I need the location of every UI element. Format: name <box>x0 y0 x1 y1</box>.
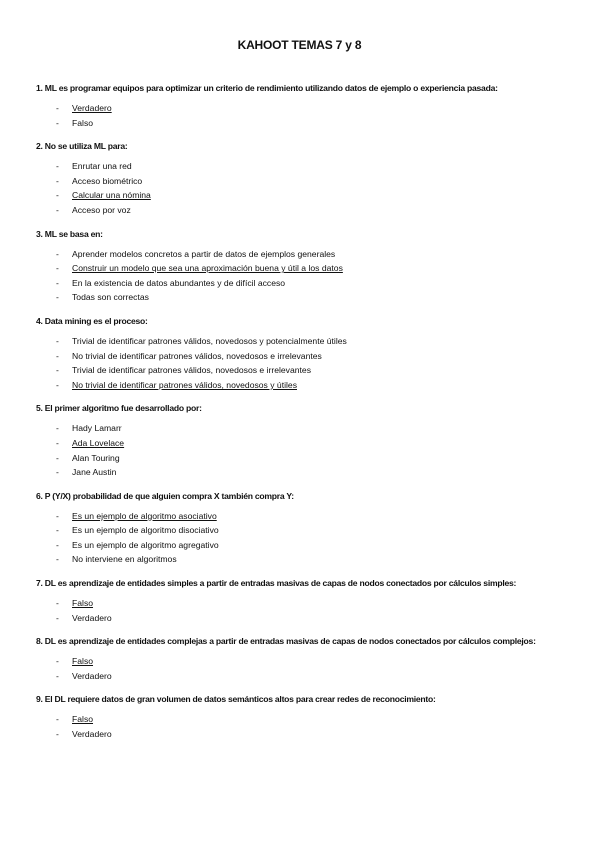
answer-text: Construir un modelo que sea una aproximación buena y útil a los datos <box>72 263 343 274</box>
answer-option-correct <box>36 378 563 393</box>
answer-text: Verdadero <box>72 103 112 113</box>
question-9 <box>36 693 563 741</box>
answer-option-correct <box>36 436 563 451</box>
answer-option <box>36 349 563 364</box>
answer-option-correct <box>36 261 563 276</box>
answer-text: Verdadero <box>72 729 112 740</box>
question-1 <box>36 82 563 130</box>
answer-option <box>36 611 563 626</box>
answer-option <box>36 174 563 189</box>
answer-text: Trivial de identificar patrones válidos, novedosos y potencialmente útiles <box>72 335 347 346</box>
answer-option <box>36 465 563 480</box>
answer-options <box>36 101 563 130</box>
answer-option-correct <box>36 596 563 611</box>
answer-options <box>36 421 563 479</box>
answer-text: Verdadero <box>72 670 112 681</box>
answer-text: Falso <box>72 598 94 609</box>
answer-option <box>36 334 563 349</box>
answer-options <box>36 334 563 392</box>
answer-text: Es un ejemplo de algoritmo disociativo <box>72 525 219 536</box>
answer-text: Es un ejemplo de algoritmo agregativo <box>72 539 219 550</box>
answer-option <box>36 552 563 567</box>
answer-text: Falso <box>72 656 94 667</box>
answer-text: Aprender modelos concretos a partir de datos de ejemplos generales <box>72 248 336 259</box>
question-7 <box>36 577 563 625</box>
question-text: 7. DL es aprendizaje de entidades simples a partir de entradas masivas de capas de nodos conectados por cálculos simples: <box>36 578 517 589</box>
question-text: 8. DL es aprendizaje de entidades complejas a partir de entradas masivas de capas de nodos conectados por cálculos complejos: <box>36 636 536 647</box>
question-text: 4. Data mining es el proceso: <box>36 315 148 326</box>
answer-text: Todas son correctas <box>72 292 149 303</box>
answer-option-correct <box>36 654 563 669</box>
answer-option <box>36 290 563 305</box>
answer-text: Alan Touring <box>72 452 120 463</box>
answer-text: Ada Lovelace <box>72 437 125 448</box>
answer-option-correct <box>36 509 563 524</box>
answer-text: Verdadero <box>72 612 112 623</box>
answer-option <box>36 203 563 218</box>
answer-text: Enrutar una red <box>72 161 132 172</box>
answer-options <box>36 247 563 305</box>
answer-text: Acceso por voz <box>72 204 131 215</box>
question-6 <box>36 490 563 567</box>
answer-option <box>36 523 563 538</box>
document-title: KAHOOT TEMAS 7 y 8 <box>237 38 362 52</box>
answer-text: Jane Austin <box>72 467 117 478</box>
answer-text: No interviene en algoritmos <box>72 554 177 565</box>
answer-option-correct <box>36 712 563 727</box>
answer-options <box>36 159 563 217</box>
question-3 <box>36 228 563 305</box>
question-text: 9. El DL requiere datos de gran volumen de datos semánticos altos para crear redes de reconocimiento: <box>36 694 436 705</box>
answer-options <box>36 509 563 567</box>
answer-options <box>36 596 563 625</box>
question-2 <box>36 140 563 217</box>
answer-text: Falso <box>72 117 94 128</box>
answer-option <box>36 363 563 378</box>
answer-text: No trivial de identificar patrones válidos, novedosos e irrelevantes <box>72 350 322 361</box>
answer-text: Falso <box>72 714 94 725</box>
answer-text: Hady Lamarr <box>72 423 122 434</box>
question-8 <box>36 635 563 683</box>
answer-options <box>36 712 563 741</box>
answer-option-correct <box>36 101 563 116</box>
answer-option <box>36 727 563 742</box>
answer-option <box>36 538 563 553</box>
answer-text: Acceso biométrico <box>72 175 143 186</box>
question-text: 6. P (Y/X) probabilidad de que alguien compra X también compra Y: <box>36 490 294 501</box>
answer-text: En la existencia de datos abundantes y de difícil acceso <box>72 277 286 288</box>
answer-option <box>36 451 563 466</box>
answer-text: No trivial de identificar patrones válidos, novedosos y útiles <box>72 379 297 390</box>
answer-option <box>36 116 563 131</box>
answer-option <box>36 159 563 174</box>
answer-option <box>36 421 563 436</box>
answer-options <box>36 654 563 683</box>
answer-text: Trivial de identificar patrones válidos, novedosos e irrelevantes <box>72 365 311 376</box>
question-5 <box>36 402 563 479</box>
question-text: 1. ML es programar equipos para optimizar un criterio de rendimiento utilizando datos de ejemplo o experiencia pasada: <box>36 83 498 93</box>
answer-option <box>36 247 563 262</box>
question-text: 2. No se utiliza ML para: <box>36 141 128 152</box>
question-text: 3. ML se basa en: <box>36 228 103 239</box>
answer-option-correct <box>36 188 563 203</box>
answer-text: Calcular una nómina <box>72 190 151 201</box>
answer-option <box>36 276 563 291</box>
answer-text: Es un ejemplo de algoritmo asociativo <box>72 510 217 521</box>
question-text: 5. El primer algoritmo fue desarrollado por: <box>36 403 202 414</box>
answer-option <box>36 669 563 684</box>
question-list <box>36 82 563 742</box>
question-4 <box>36 315 563 392</box>
